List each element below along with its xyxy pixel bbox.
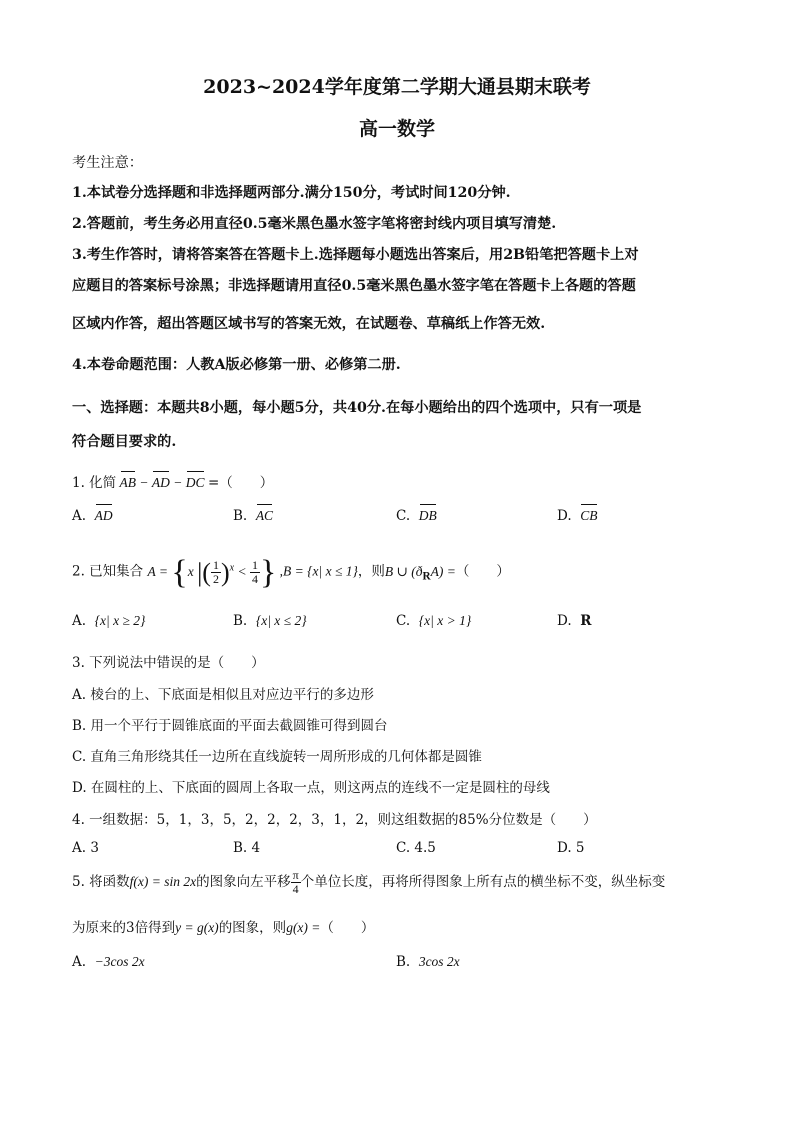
- complement-expression: B ∪ $(ð_RA)$ =: [384, 563, 456, 583]
- question-5-stem-line-1: 5. 将函数f(x) = sin 2x的图象向左平移 $\frac{\pi}{4}$ 个单位长度，再将所得图象上所有点的横坐标不变，纵坐标变: [72, 868, 666, 896]
- question-1-option-d: D. CB: [557, 508, 598, 524]
- notice-heading: 考生注意：: [72, 155, 143, 171]
- question-1-option-b: B. AC: [233, 508, 273, 524]
- question-2-option-d: D. R: [557, 613, 592, 629]
- question-4-stem: 4. 一组数据：5，1，3，5，2，2，2，3，1，2，则这组数据的85%分位数是（ ）: [72, 812, 597, 828]
- question-3-option-a: A. 棱台的上、下底面是相似且对应边平行的多边形: [72, 687, 374, 703]
- question-3-stem: 3. 下列说法中错误的是（ ）: [72, 655, 265, 671]
- set-a-definition: A = {x |( $\frac{1}{2}$ )$^x$ < $\frac{1}{4}$ }: [147, 553, 277, 591]
- question-4-option-c: C. 4.5: [396, 840, 436, 856]
- notice-item-1: 1.本试卷分选择题和非选择题两部分.满分150分，考试时间120分钟.: [72, 185, 511, 201]
- exam-title: 2023~2024学年度第二学期大通县期末联考: [203, 76, 591, 98]
- vector-ab: AB: [120, 475, 137, 491]
- set-b-definition: ,B = {x| x ≤ 1}: [279, 563, 358, 579]
- question-4-option-b: B. 4: [233, 840, 261, 856]
- subject-title: 高一数学: [358, 118, 435, 140]
- question-2-prefix: 2. 已知集合: [72, 563, 144, 580]
- question-5-option-b: B. 3cos 2x: [396, 954, 460, 970]
- vector-ad: AD: [152, 475, 170, 491]
- question-4-option-a: A. 3: [72, 840, 99, 856]
- notice-item-2: 2.答题前，考生务必用直径0.5毫米黑色墨水签字笔将密封线内项目填写清楚.: [72, 216, 557, 232]
- question-2-stem: 2. 已知集合 A = {x |( $\frac{1}{2}$ )$^x$ < $\frac{1}{4}$ } ,B = {x| x ≤ 1}，则B ∪ $(ð_RA)$ =（ ）: [72, 553, 510, 591]
- question-3-option-c: C. 直角三角形绕其任一边所在直线旋转一周所形成的几何体都是圆锥: [72, 749, 482, 765]
- function-f: f(x) = sin 2x: [129, 874, 197, 889]
- question-5-stem-line-2: 为原来的3倍得到y = g(x)的图象，则g(x) =（ ）: [72, 920, 375, 936]
- notice-item-3-line-2: 应题目的答案标号涂黑；非选择题请用直径0.5毫米黑色墨水签字笔在答题卡上各题的答题: [72, 278, 636, 294]
- question-1-option-c: C. DB: [396, 508, 437, 524]
- notice-item-4: 4.本卷命题范围：人教A版必修第一册、必修第二册.: [72, 357, 401, 373]
- section-1-intro-line-1: 一、选择题：本题共8小题，每小题5分，共40分.在每小题给出的四个选项中，只有一项是: [72, 400, 642, 416]
- question-5-option-a: A. −3cos 2x: [72, 954, 145, 970]
- vector-dc: DC: [186, 475, 205, 491]
- question-1-option-a: A. AD: [72, 508, 113, 524]
- question-2-option-a: A. {x| x ≥ 2}: [72, 613, 146, 629]
- notice-item-3-line-1: 3.考生作答时，请将答案答在答题卡上.选择题每小题选出答案后，用2B铅笔把答题卡上对: [72, 247, 639, 263]
- question-4-option-d: D. 5: [557, 840, 585, 856]
- section-1-intro-line-2: 符合题目要求的.: [72, 434, 177, 450]
- question-2-option-b: B. {x| x ≤ 2}: [233, 613, 307, 629]
- question-1-suffix: =（ ）: [207, 475, 274, 491]
- question-3-option-d: D. 在圆柱的上、下底面的圆周上各取一点，则这两点的连线不一定是圆柱的母线: [72, 780, 550, 796]
- question-3-option-b: B. 用一个平行于圆锥底面的平面去截圆锥可得到圆台: [72, 718, 388, 734]
- notice-item-3-line-3: 区域内作答，超出答题区域书写的答案无效，在试题卷、草稿纸上作答无效.: [72, 316, 546, 332]
- function-g: y = g(x): [175, 920, 219, 935]
- question-2-option-c: C. {x| x > 1}: [396, 613, 472, 629]
- question-1-stem: 1. 化简 AB − AD − DC =（ ）: [72, 471, 273, 491]
- question-1-prefix: 1. 化简: [72, 475, 117, 491]
